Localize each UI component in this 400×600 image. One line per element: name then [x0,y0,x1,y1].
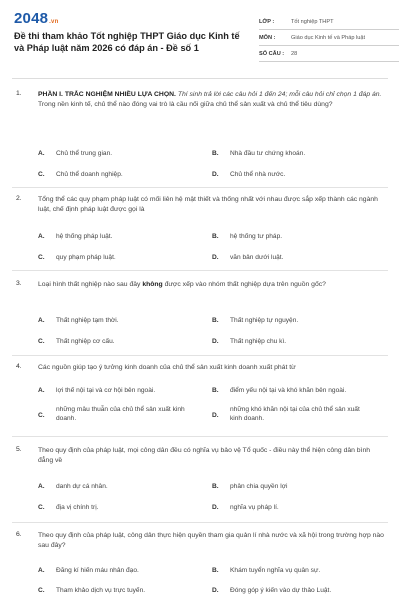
option-text: hệ thống pháp luật. [56,233,113,240]
question-stem-part: được xếp vào nhóm thất nghiệp dựa trên nguồn gốc? [162,281,326,288]
question-stem: Các nguồn giúp tạo ý tưởng kinh doanh của chủ thể sản xuất kinh doanh xuất phát từ [38,364,296,371]
option-label: B. [212,317,219,324]
question-text [38,90,384,110]
question-number: 6. [16,531,22,538]
question-number: 5. [16,446,22,453]
question-stem: Tổng thể các quy phạm pháp luật có mối liên hệ mật thiết và thống nhất với nhau được sắp xếp thành các ngành luật, chế định pháp luật được gọi là [38,196,378,213]
option-label: B. [212,387,219,394]
page-title: Đề thi tham khảo Tốt nghiệp THPT Giáo dục Kinh tế và Pháp luật năm 2026 có đáp án - Đề số 1 [14,31,240,53]
option-text: Đăng kí hiến máu nhân đạo. [56,567,139,574]
question-divider [12,522,388,523]
option-text: Khám tuyển nghĩa vụ quân sự. [230,567,321,574]
question-stem-emphasis: không [142,281,163,288]
meta-value: Tốt nghiệp THPT [291,18,334,25]
option-text: Đóng góp ý kiến vào dự thảo Luật. [230,587,332,594]
question-number: 4. [16,363,22,370]
question-number: 3. [16,280,22,287]
option-text: Chủ thể trung gian. [56,150,113,157]
option-label: B. [212,483,219,490]
question-stem: Trong nền kinh tế, chủ thể nào đóng vai trò là cầu nối giữa chủ thể sản xuất và chủ thể tiêu dùng? [38,101,333,108]
option-label: D. [212,412,219,419]
option-text: hệ thống tư pháp. [230,233,283,240]
option-text: Chủ thể nhà nước. [230,171,286,178]
option-text: Nhà đầu tư chứng khoán. [230,150,306,157]
site-logo[interactable] [14,10,58,27]
option-text: Tham khảo dịch vụ trực tuyến. [56,587,146,594]
meta-value: 28 [291,50,298,57]
option-label: A. [38,233,45,240]
option-text: Thất nghiệp cơ cấu. [56,338,115,345]
option-label: C. [38,412,45,419]
question-divider [12,270,388,271]
header-divider [12,78,388,79]
question-stem [38,280,384,290]
option-text: Thất nghiệp tạm thời. [56,317,119,324]
option-label: A. [38,150,45,157]
option-label: D. [212,171,219,178]
question-6 [16,531,390,557]
section-instruction: Thí sinh trả lời các câu hỏi 1 đến 24; mỗi câu hỏi chỉ chọn 1 đáp án. [175,91,382,98]
option-label: A. [38,483,45,490]
option-text: văn bản dưới luật. [230,254,284,261]
option-text: điểm yếu nội tại và khó khăn bên ngoài. [230,387,347,394]
option-text: Chủ thể doanh nghiệp. [56,171,123,178]
option-text: những mâu thuẫn của chủ thể sản xuất kinh doanh. [56,406,185,422]
option-label: B. [212,233,219,240]
meta-key: MÔN : [259,34,276,41]
option-label: A. [38,567,45,574]
meta-key: LỚP : [259,18,275,25]
option-text: lợi thế nội tại và cơ hội bên ngoài. [56,387,156,394]
option-text: địa vị chính trị. [56,504,99,511]
exam-meta-table [259,14,399,62]
option-label: D. [212,254,219,261]
option-label: A. [38,387,45,394]
document-header [14,10,390,74]
question-number: 2. [16,195,22,202]
option-label: C. [38,254,45,261]
meta-row-subject [259,30,399,46]
logo-main-text: 2048 [14,10,49,27]
meta-row-question-count [259,46,399,62]
section-heading: PHẦN I. TRẮC NGHIỆM NHIỀU LỰA CHỌN. [38,91,176,98]
option-label: C. [38,171,45,178]
option-text: quy phạm pháp luật. [56,254,116,261]
option-label: D. [212,587,219,594]
option-text: Thất nghiệp chu kì. [230,338,287,345]
question-stem: Theo quy định của pháp luật, mọi công dân đều có nghĩa vụ bảo vệ Tổ quốc - điều này thể hiện công dân bình đẳng về [38,447,371,464]
question-4 [16,363,390,377]
option-label: B. [212,567,219,574]
question-divider [12,436,388,437]
option-text: Thất nghiệp tự nguyện. [230,317,299,324]
logo-sub-text: .vn [49,19,59,25]
option-label: B. [212,150,219,157]
option-text: những khó khăn nội tại của chủ thể sản xuất kinh doanh. [230,406,360,422]
meta-key: SỐ CÂU : [259,50,285,57]
question-divider [12,187,388,188]
question-number: 1. [16,90,22,97]
question-stem: Theo quy định của pháp luật, công dân thực hiện quyền tham gia quản lí nhà nước và xã hội trong trường hợp nào sau đây? [38,532,384,549]
option-label: C. [38,587,45,594]
option-label: A. [38,317,45,324]
question-2 [16,195,390,225]
option-text: nghĩa vụ pháp lí. [230,504,279,511]
meta-value: Giáo dục Kinh tế và Pháp luật [291,34,366,41]
option-text: danh dự cá nhân. [56,483,108,490]
question-3 [16,280,390,294]
option-label: D. [212,504,219,511]
option-text: phân chia quyền lợi [230,483,288,490]
question-stem-part: Loại hình thất nghiệp nào sau đây [38,281,143,288]
question-divider [12,355,388,356]
option-label: C. [38,504,45,511]
meta-row-class [259,14,399,30]
question-5 [16,446,390,472]
option-label: D. [212,338,219,345]
option-label: C. [38,338,45,345]
